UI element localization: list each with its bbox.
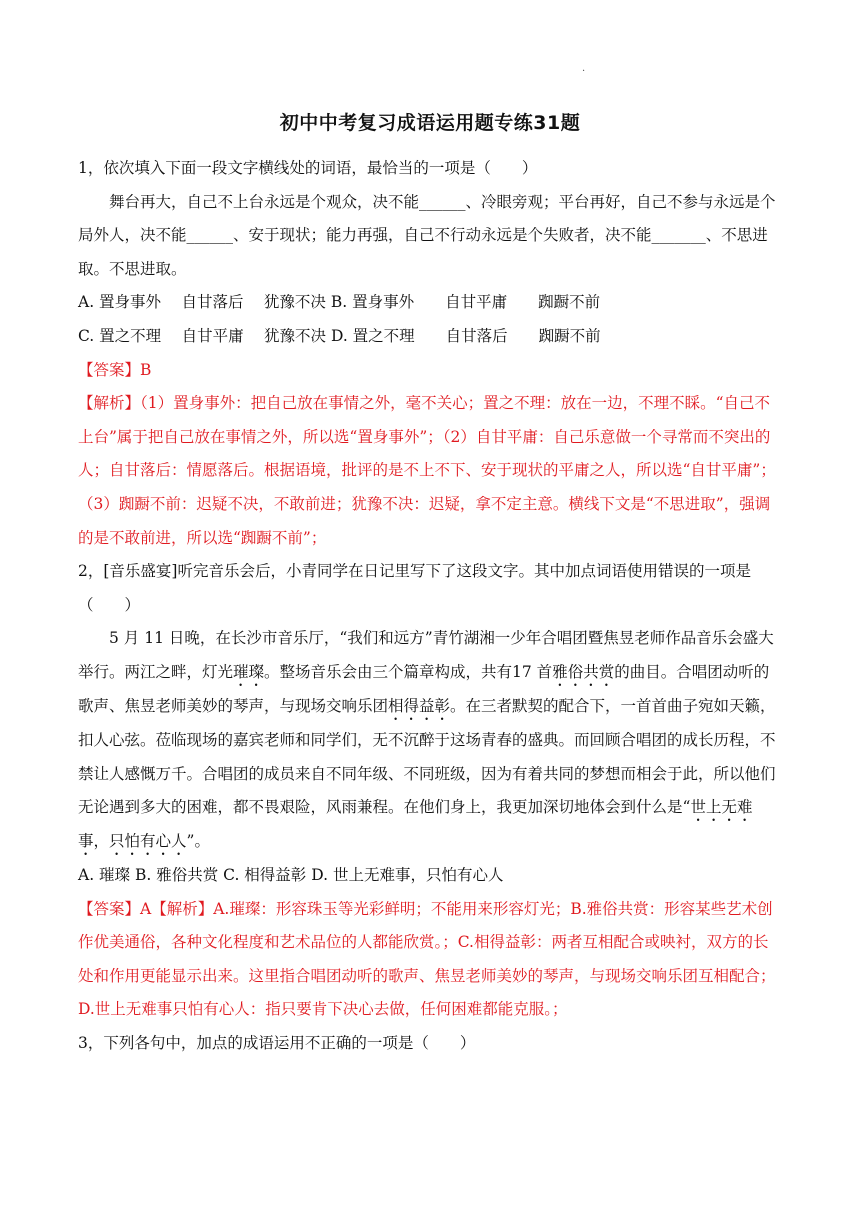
top-dot-mark: · [582,66,586,77]
q2-passage [78,622,782,859]
q1-analysis [78,387,782,555]
page-title: 初中中考复习成语运用题专练31题 [279,112,581,134]
q2-passage-part: ”。 [186,832,210,851]
document-body [78,152,782,1061]
q1-analysis-text: （1）置身事外：把自己放在事情之外，毫不关心；置之不理：放在一边，不理不睬。“自己不上台”属于把自己放在事情之外，所以选“置身事外”；（2）自甘平庸：自己乐意做一个寻常而不突出的人；自甘落后：情愿落后。根据语境，批评的是不上不下、安于现状的平庸之人，所以选“自甘平庸”；（3）踟蹰不前：迟疑不决，不敢前进；犹豫不决：迟疑，拿不定主意。横线下文是“不思进取”，强调的是不敢前进，所以选“踟蹰不前”； [78,394,776,547]
q1-passage: 舞台再大，自己不上台永远是个观众，决不能______、冷眼旁观；平台再好，自己不参与永远是个局外人，决不能______、安于现状；能力再强，自己不行动永远是个失败者，决不能_______、不思进取。不思进取。 [78,192,776,278]
q2-passage-part: 的曲目。合唱团动听的歌声、焦昱老师美妙的琴声，与现场交响乐团 [78,662,770,715]
q1-stem: 1，依次填入下面一段文字横线处的词语，最恰当的一项是（ ） [78,159,538,177]
q2-passage-part: 。整场音乐会由三个篇章构成，共有17 首 [264,662,553,681]
q2-stem: 2，[音乐盛宴]听完音乐会后，小青同学在日记里写下了这段文字。其中加点词语使用错误的一项是（ ） [78,562,751,614]
q1-analysis-label: 【解析】 [78,394,141,413]
q2-passage-part: 。在三者默契的配合下，一首首曲子宛如天籁，扣人心弦。莅临现场的嘉宾老师和同学们，无不沉醉于这场青春的盛典。而回顾合唱团的成长历程，不禁让人感慨万千。合唱团的成员来自不同年级、不同班级，因为有着共同的梦想而相会于此，所以他们无论遇到多大的困难，都不畏艰险，风雨兼程。在他们身上，我更加深切地体会到什么是“ [78,696,776,817]
q2-dotted-term-3: 相得益彰 [388,696,451,715]
q2-answer-analysis: 【答案】A【解析】A.璀璨：形容珠玉等光彩鲜明；不能用来形容灯光；B.雅俗共赏：形容某些艺术创作优美通俗，各种文化程度和艺术品位的人都能欣赏。；C.相得益彰：两者互相配合或映衬，双方的长处和作用更能显示出来。这里指合唱团动听的歌声、焦昱老师美妙的琴声，与现场交响乐团互相配合；D.世上无难事只怕有心人：指只要肯下决心去做，任何困难都能克服。； [78,899,776,1019]
q1-options-line-1: A. 置身事外 自甘落后 犹豫不决 B. 置身事外 自甘平庸 踟蹰不前 [78,293,601,312]
q2-passage-part: 5 月 11 日晚，在长沙市音乐厅，“我们和远方”青竹湖湘一少年合唱团暨焦昱老师作品音乐会盛大举行。两江之畔，灯光 [78,629,774,681]
q3-stem: 3，下列各句中，加点的成语运用不正确的一项是（ ） [78,1034,476,1053]
q1-answer: 【答案】B [78,360,152,379]
q2-dotted-term-2: 雅俗共赏 [552,662,615,681]
q2-dotted-term-1: 璀璨 [233,662,265,681]
q1-options-line-2: C. 置之不理 自甘平庸 犹豫不决 D. 置之不理 自甘落后 踟蹰不前 [78,326,601,345]
q2-dotted-term-4: 世上无难事，只怕有心人 [78,798,753,851]
q2-options: A. 璀璨 B. 雅俗共赏 C. 相得益彰 D. 世上无难事，只怕有心人 [78,866,504,885]
